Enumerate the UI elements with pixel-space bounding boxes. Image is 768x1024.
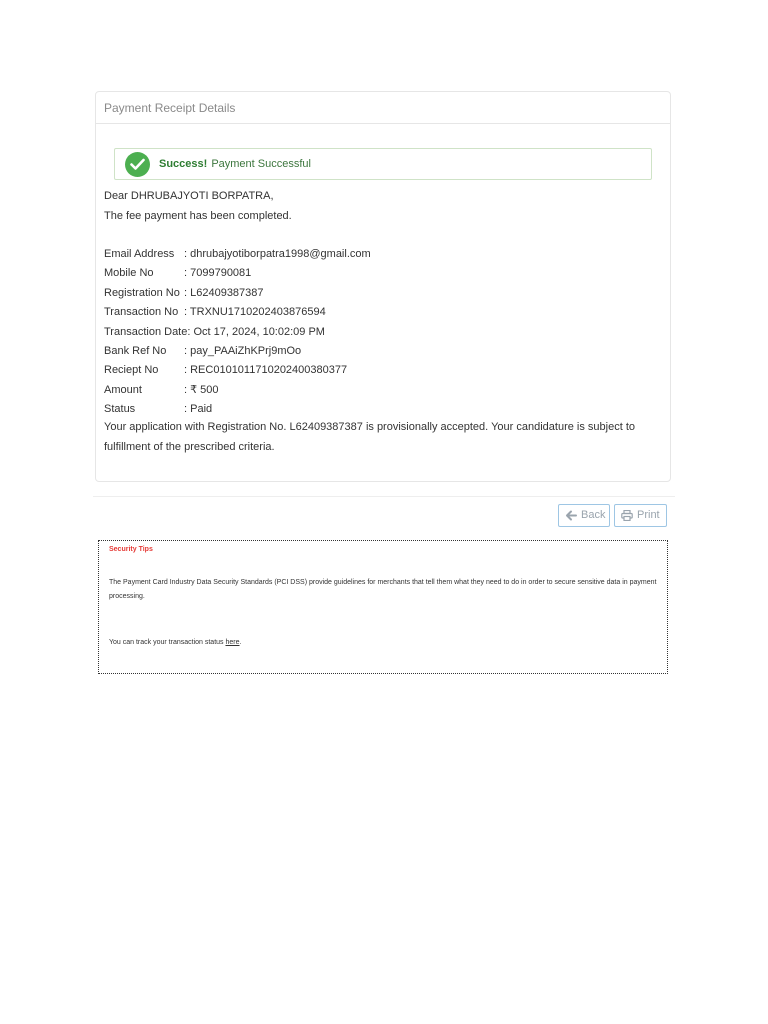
print-button-label: Print bbox=[637, 509, 660, 521]
back-button[interactable] bbox=[558, 504, 610, 527]
back-button-label: Back bbox=[581, 509, 606, 521]
print-button[interactable] bbox=[614, 504, 667, 527]
success-alert bbox=[114, 148, 652, 180]
detail-label: Status bbox=[104, 403, 136, 415]
detail-label: Email Address bbox=[104, 248, 175, 260]
detail-value: : REC0101011710202400380377 bbox=[184, 364, 348, 376]
alert-strong: Success! bbox=[159, 158, 208, 170]
acceptance-note: Your application with Registration No. L62409387387 is provisionally accepted. Your candidature is subject to fulfillment of the prescribed criteria. bbox=[104, 421, 635, 453]
detail-row-registration bbox=[104, 285, 264, 301]
track-status-suffix: . bbox=[239, 639, 242, 646]
detail-label: Transaction No bbox=[104, 306, 179, 318]
security-tips-description: The Payment Card Industry Data Security Standards (PCI DSS) provide guidelines for merchants that tell them what they need to do in order to secure sensitive data in payment processing. bbox=[109, 579, 657, 600]
alert-message: Payment Successful bbox=[211, 158, 311, 170]
detail-row-receipt bbox=[104, 362, 347, 378]
security-tips-title: Security Tips bbox=[109, 546, 153, 553]
alert-text bbox=[159, 149, 311, 179]
detail-value: : 7099790081 bbox=[184, 267, 252, 279]
detail-value: : Paid bbox=[184, 403, 213, 415]
detail-row-amount bbox=[104, 382, 219, 398]
arrow-left-icon bbox=[565, 510, 577, 521]
security-tips-box bbox=[98, 540, 668, 674]
detail-row-email bbox=[104, 246, 371, 262]
detail-label: Registration No bbox=[104, 287, 180, 299]
detail-row-transaction-no bbox=[104, 304, 326, 320]
detail-value: : pay_PAAiZhKPrj9mOo bbox=[184, 345, 302, 357]
detail-value: : dhrubajyotiborpatra1998@gmail.com bbox=[184, 248, 371, 260]
detail-value: : TRXNU1710202403876594 bbox=[184, 306, 326, 318]
detail-value: : ₹ 500 bbox=[184, 384, 219, 396]
completion-message: The fee payment has been completed. bbox=[104, 210, 292, 222]
track-status-link[interactable]: here bbox=[225, 639, 240, 646]
detail-row-mobile bbox=[104, 265, 251, 281]
check-circle-icon bbox=[125, 152, 150, 177]
detail-value: : Oct 17, 2024, 10:02:09 PM bbox=[187, 326, 325, 338]
detail-label: Transaction Date bbox=[104, 326, 188, 338]
detail-row-status bbox=[104, 401, 212, 417]
divider bbox=[93, 496, 675, 497]
detail-label: Bank Ref No bbox=[104, 345, 167, 357]
detail-value: : L62409387387 bbox=[184, 287, 264, 299]
detail-label: Amount bbox=[104, 384, 142, 396]
detail-label: Mobile No bbox=[104, 267, 154, 279]
detail-row-transaction-date bbox=[104, 324, 325, 340]
receipt-panel bbox=[95, 91, 671, 482]
panel-title: Payment Receipt Details bbox=[96, 92, 670, 124]
track-status-text bbox=[109, 639, 241, 646]
track-status-prefix: You can track your transaction status bbox=[109, 639, 226, 646]
detail-row-bank-ref bbox=[104, 343, 301, 359]
detail-label: Reciept No bbox=[104, 364, 159, 376]
printer-icon bbox=[621, 510, 633, 521]
greeting: Dear DHRUBAJYOTI BORPATRA, bbox=[104, 190, 274, 202]
